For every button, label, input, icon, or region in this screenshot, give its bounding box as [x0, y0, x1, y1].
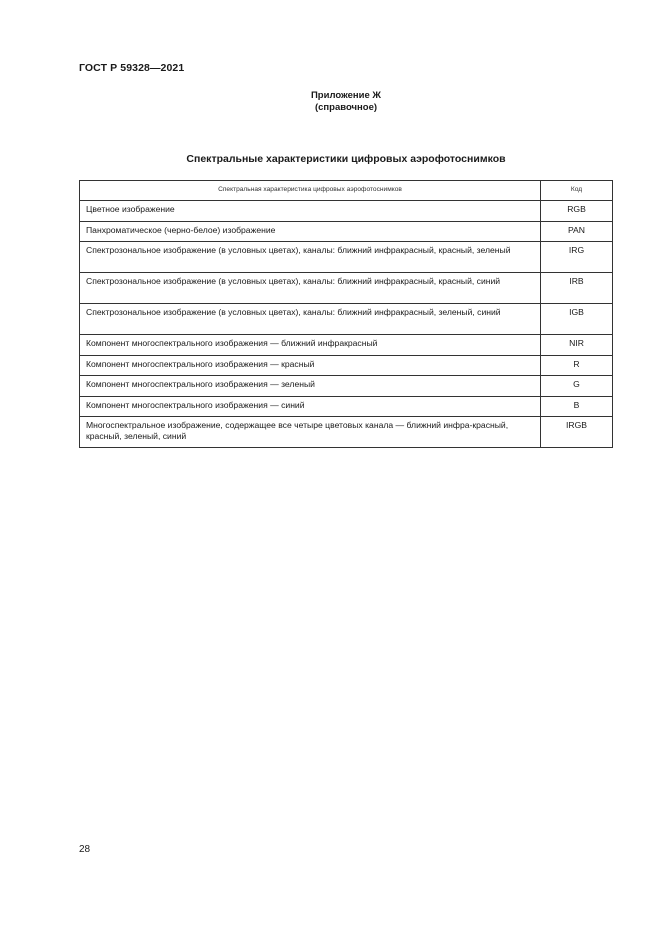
table-title: Спектральные характеристики цифровых аэрофотоснимков [186, 153, 506, 165]
table-row [80, 304, 613, 335]
table-row [80, 242, 613, 273]
annex-type: (справочное) [314, 102, 378, 113]
table-header-row [80, 181, 613, 201]
table-row [80, 376, 613, 397]
row-description: Спектрозональное изображение (в условных цветах), каналы: ближний инфракрасный, красный, зеленый [80, 242, 541, 273]
table-row [80, 355, 613, 376]
column-header-code: Код [541, 181, 613, 201]
row-code: IRGB [541, 417, 613, 448]
row-code: NIR [541, 335, 613, 356]
row-code: B [541, 396, 613, 417]
row-description: Компонент многоспектрального изображения — красный [80, 355, 541, 376]
column-header-description: Спектральная характеристика цифровых аэрофотоснимков [80, 181, 541, 201]
row-description: Панхроматическое (черно-белое) изображение [80, 221, 541, 242]
row-code: PAN [541, 221, 613, 242]
row-description: Многоспектральное изображение, содержащее все четыре цветовых канала — ближний инфра-красный, красный, зеленый, синий [80, 417, 541, 448]
row-description: Спектрозональное изображение (в условных цветах), каналы: ближний инфракрасный, зеленый, синий [80, 304, 541, 335]
page-number: 28 [79, 844, 91, 855]
row-description: Компонент многоспектрального изображения — ближний инфракрасный [80, 335, 541, 356]
row-code: R [541, 355, 613, 376]
table-row [80, 273, 613, 304]
row-description: Компонент многоспектрального изображения — синий [80, 396, 541, 417]
table-row [80, 396, 613, 417]
row-code: IGB [541, 304, 613, 335]
spectral-characteristics-table [79, 180, 613, 448]
annex-label: Приложение Ж [310, 90, 382, 101]
row-code: G [541, 376, 613, 397]
row-description: Цветное изображение [80, 201, 541, 222]
row-code: IRG [541, 242, 613, 273]
annex-heading [0, 90, 661, 114]
standard-designation: ГОСТ Р 59328—2021 [79, 62, 185, 74]
row-description: Компонент многоспектрального изображения — зеленый [80, 376, 541, 397]
row-code: IRB [541, 273, 613, 304]
row-description: Спектрозональное изображение (в условных цветах), каналы: ближний инфракрасный, красный, синий [80, 273, 541, 304]
row-code: RGB [541, 201, 613, 222]
table-row [80, 335, 613, 356]
table-row [80, 417, 613, 448]
table-row [80, 221, 613, 242]
table-row [80, 201, 613, 222]
